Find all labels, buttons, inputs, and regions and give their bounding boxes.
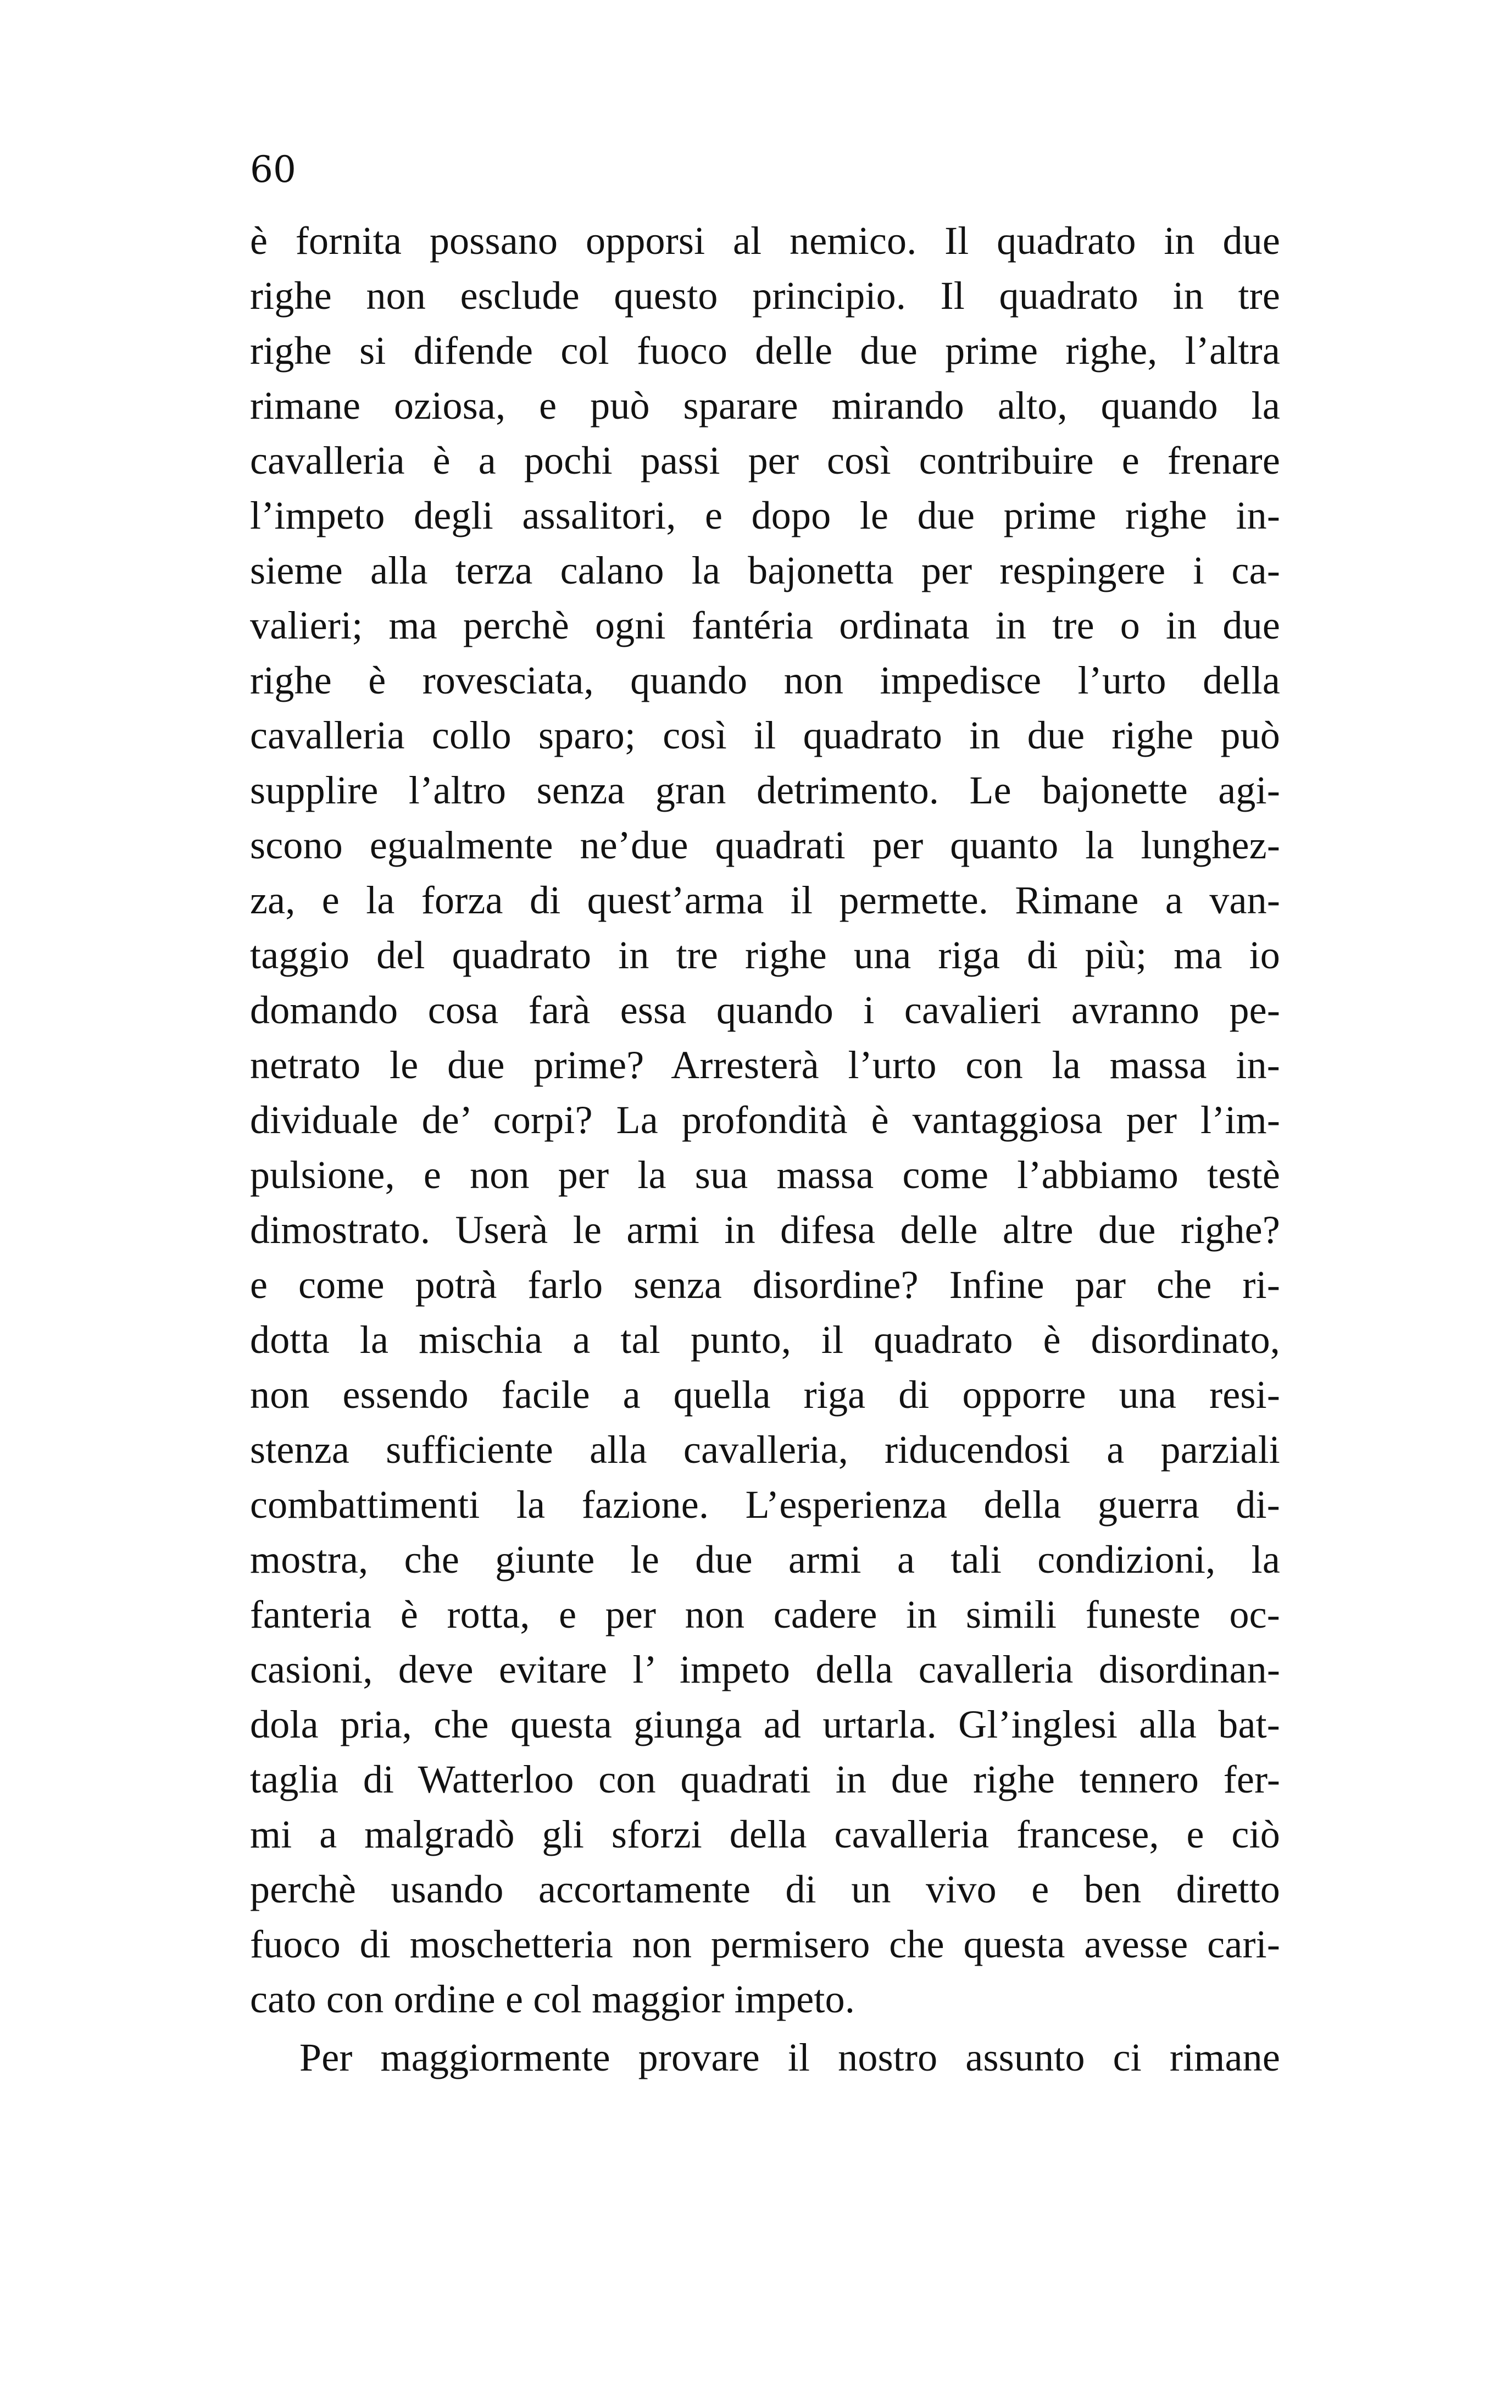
text-line: supplire l’altro senza gran detrimento. Le bajonette agi- <box>250 768 1280 812</box>
text-line: casioni, deve evitare l’ impeto della cavalleria disordinan- <box>250 1647 1280 1691</box>
text-line: pulsione, e non per la sua massa come l’abbiamo testè <box>250 1153 1280 1197</box>
text-line: domando cosa farà essa quando i cavalieri avranno pe- <box>250 988 1280 1032</box>
text-line: non essendo facile a quella riga di opporre una resi- <box>250 1373 1280 1417</box>
text-line: fanteria è rotta, e per non cadere in simili funeste oc- <box>250 1593 1280 1636</box>
text-line: za, e la forza di quest’arma il permette. Rimane a van- <box>250 878 1280 922</box>
text-line: sieme alla terza calano la bajonetta per respingere i ca- <box>250 548 1280 592</box>
text-line: mostra, che giunte le due armi a tali condizioni, la <box>250 1538 1280 1582</box>
text-line: è fornita possano opporsi al nemico. Il quadrato in due <box>250 219 1280 263</box>
text-line: mi a malgradò gli sforzi della cavalleria francese, e ciò <box>250 1812 1280 1856</box>
text-line: cato con ordine e col maggior impeto. <box>250 1977 855 2021</box>
text-line: cavalleria è a pochi passi per così contribuire e frenare <box>250 439 1280 482</box>
body-text <box>250 213 1280 2085</box>
text-line: righe è rovesciata, quando non impedisce l’urto della <box>250 658 1280 702</box>
text-line: dotta la mischia a tal punto, il quadrato è disordinato, <box>250 1318 1280 1362</box>
text-line: scono egualmente ne’due quadrati per quanto la lunghez- <box>250 823 1280 867</box>
text-line: dividuale de’ corpi? La profondità è vantaggiosa per l’im- <box>250 1098 1280 1142</box>
text-line: stenza sufficiente alla cavalleria, riducendosi a parziali <box>250 1428 1280 1472</box>
text-line: dola pria, che questa giunga ad urtarla. Gl’inglesi alla bat- <box>250 1702 1280 1746</box>
text-line: dimostrato. Userà le armi in difesa delle altre due righe? <box>250 1208 1280 1252</box>
text-line: righe non esclude questo principio. Il quadrato in tre <box>250 274 1280 318</box>
text-line: taglia di Watterloo con quadrati in due righe tennero fer- <box>250 1757 1280 1801</box>
text-line-paragraph-start: Per maggiormente provare il nostro assunto ci rimane <box>299 2035 1280 2079</box>
text-line: taggio del quadrato in tre righe una riga di più; ma io <box>250 933 1280 977</box>
text-line: combattimenti la fazione. L’esperienza della guerra di- <box>250 1483 1280 1527</box>
text-line: righe si difende col fuoco delle due prime righe, l’altra <box>250 329 1280 373</box>
text-line: e come potrà farlo senza disordine? Infine par che ri- <box>250 1263 1280 1307</box>
text-line: cavalleria collo sparo; così il quadrato in due righe può <box>250 713 1280 757</box>
text-line: fuoco di moschetteria non permisero che questa avesse cari- <box>250 1922 1280 1966</box>
text-line: l’impeto degli assalitori, e dopo le due prime righe in- <box>250 493 1280 537</box>
text-line: rimane oziosa, e può sparare mirando alto, quando la <box>250 384 1280 428</box>
text-line: netrato le due prime? Arresterà l’urto con la massa in- <box>250 1043 1280 1087</box>
text-line: valieri; ma perchè ogni fantéria ordinata in tre o in due <box>250 603 1280 647</box>
page-number: 60 <box>250 148 296 191</box>
text-line: perchè usando accortamente di un vivo e ben diretto <box>250 1867 1280 1911</box>
